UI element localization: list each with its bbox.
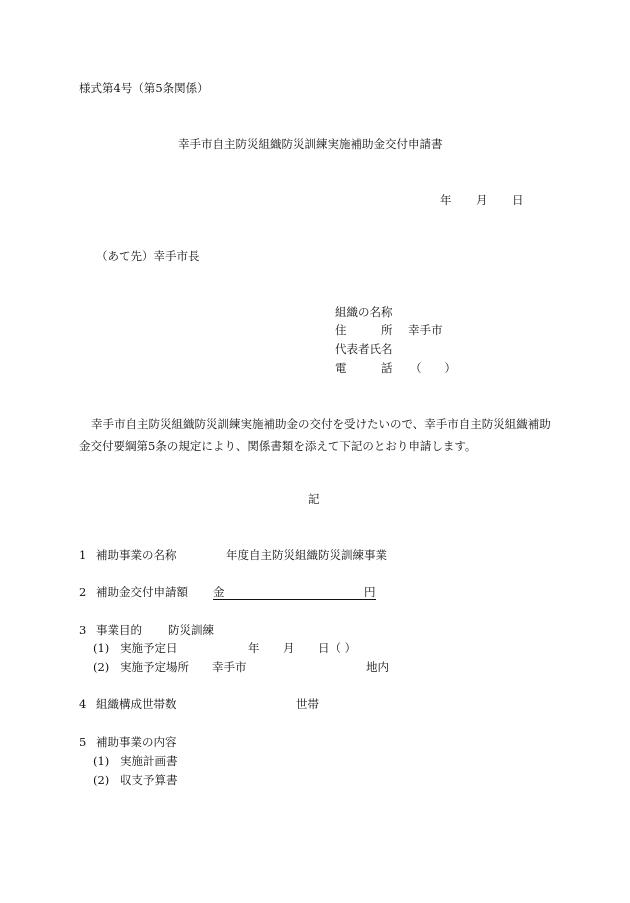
representative-label: 代表者氏名 — [335, 342, 393, 356]
item-4-label: 組織構成世帯数 — [96, 697, 177, 711]
org-name-label: 組織の名称 — [335, 305, 393, 319]
item-3-sub1-label: 実施予定日 — [120, 641, 178, 655]
item-5-sub1-label: 実施計画書 — [120, 754, 178, 768]
item-5-label: 補助事業の内容 — [96, 735, 177, 749]
item-1-number: 1 — [79, 548, 87, 562]
ki-heading: 記 — [308, 492, 320, 506]
addressee: （あて先）幸手市長 — [96, 249, 200, 263]
item-2-suffix: 円 — [364, 585, 376, 599]
item-2-number: 2 — [79, 585, 87, 599]
item-3-sub2-city: 幸手市 — [212, 660, 247, 674]
item-3-sub1-number: (1) — [93, 641, 110, 655]
item-3-sub2-label: 実施予定場所 — [120, 660, 189, 674]
item-3-label: 事業目的 — [96, 623, 142, 637]
body-text: 幸手市自主防災組織防災訓練実施補助金の交付を受けたいので、幸手市自主防災組織補助金交付要綱第5条の規定により、関係書類を添えて下記のとおり申請します。 — [79, 417, 551, 453]
item-5-sub2-number: (2) — [93, 773, 110, 787]
item-2-label: 補助金交付申請額 — [96, 585, 188, 599]
item-3-sub1-day: 日（ ） — [318, 641, 357, 655]
item-4-number: 4 — [79, 697, 87, 711]
item-3-sub2-number: (2) — [93, 660, 110, 674]
address-value: 幸手市 — [408, 323, 443, 337]
item-4-unit: 世帯 — [296, 697, 319, 711]
item-5-number: 5 — [79, 735, 87, 749]
form-number: 様式第4号（第5条関係） — [79, 81, 209, 95]
item-5-sub2-label: 収支予算書 — [120, 773, 178, 787]
phone-value: （ ） — [410, 361, 456, 375]
phone-label: 電 話 — [335, 361, 393, 375]
item-5-sub1-number: (1) — [93, 754, 110, 768]
item-2-prefix: 金 — [213, 585, 225, 599]
item-1-label: 補助事業の名称 — [96, 548, 177, 562]
date-month: 月 — [476, 193, 488, 207]
amount-underline — [213, 585, 376, 600]
date-day: 日 — [512, 193, 524, 207]
item-1-value: 年度自主防災組織防災訓練事業 — [226, 548, 387, 562]
item-3-value: 防災訓練 — [168, 623, 214, 637]
body-paragraph — [79, 413, 551, 457]
item-3-sub1-month: 月 — [283, 641, 295, 655]
item-3-sub2-suffix: 地内 — [366, 660, 389, 674]
address-label: 住 所 — [335, 323, 393, 337]
date-year: 年 — [440, 193, 452, 207]
item-3-number: 3 — [79, 623, 87, 637]
item-3-sub1-year: 年 — [248, 641, 260, 655]
document-title: 幸手市自主防災組織防災訓練実施補助金交付申請書 — [178, 137, 443, 151]
